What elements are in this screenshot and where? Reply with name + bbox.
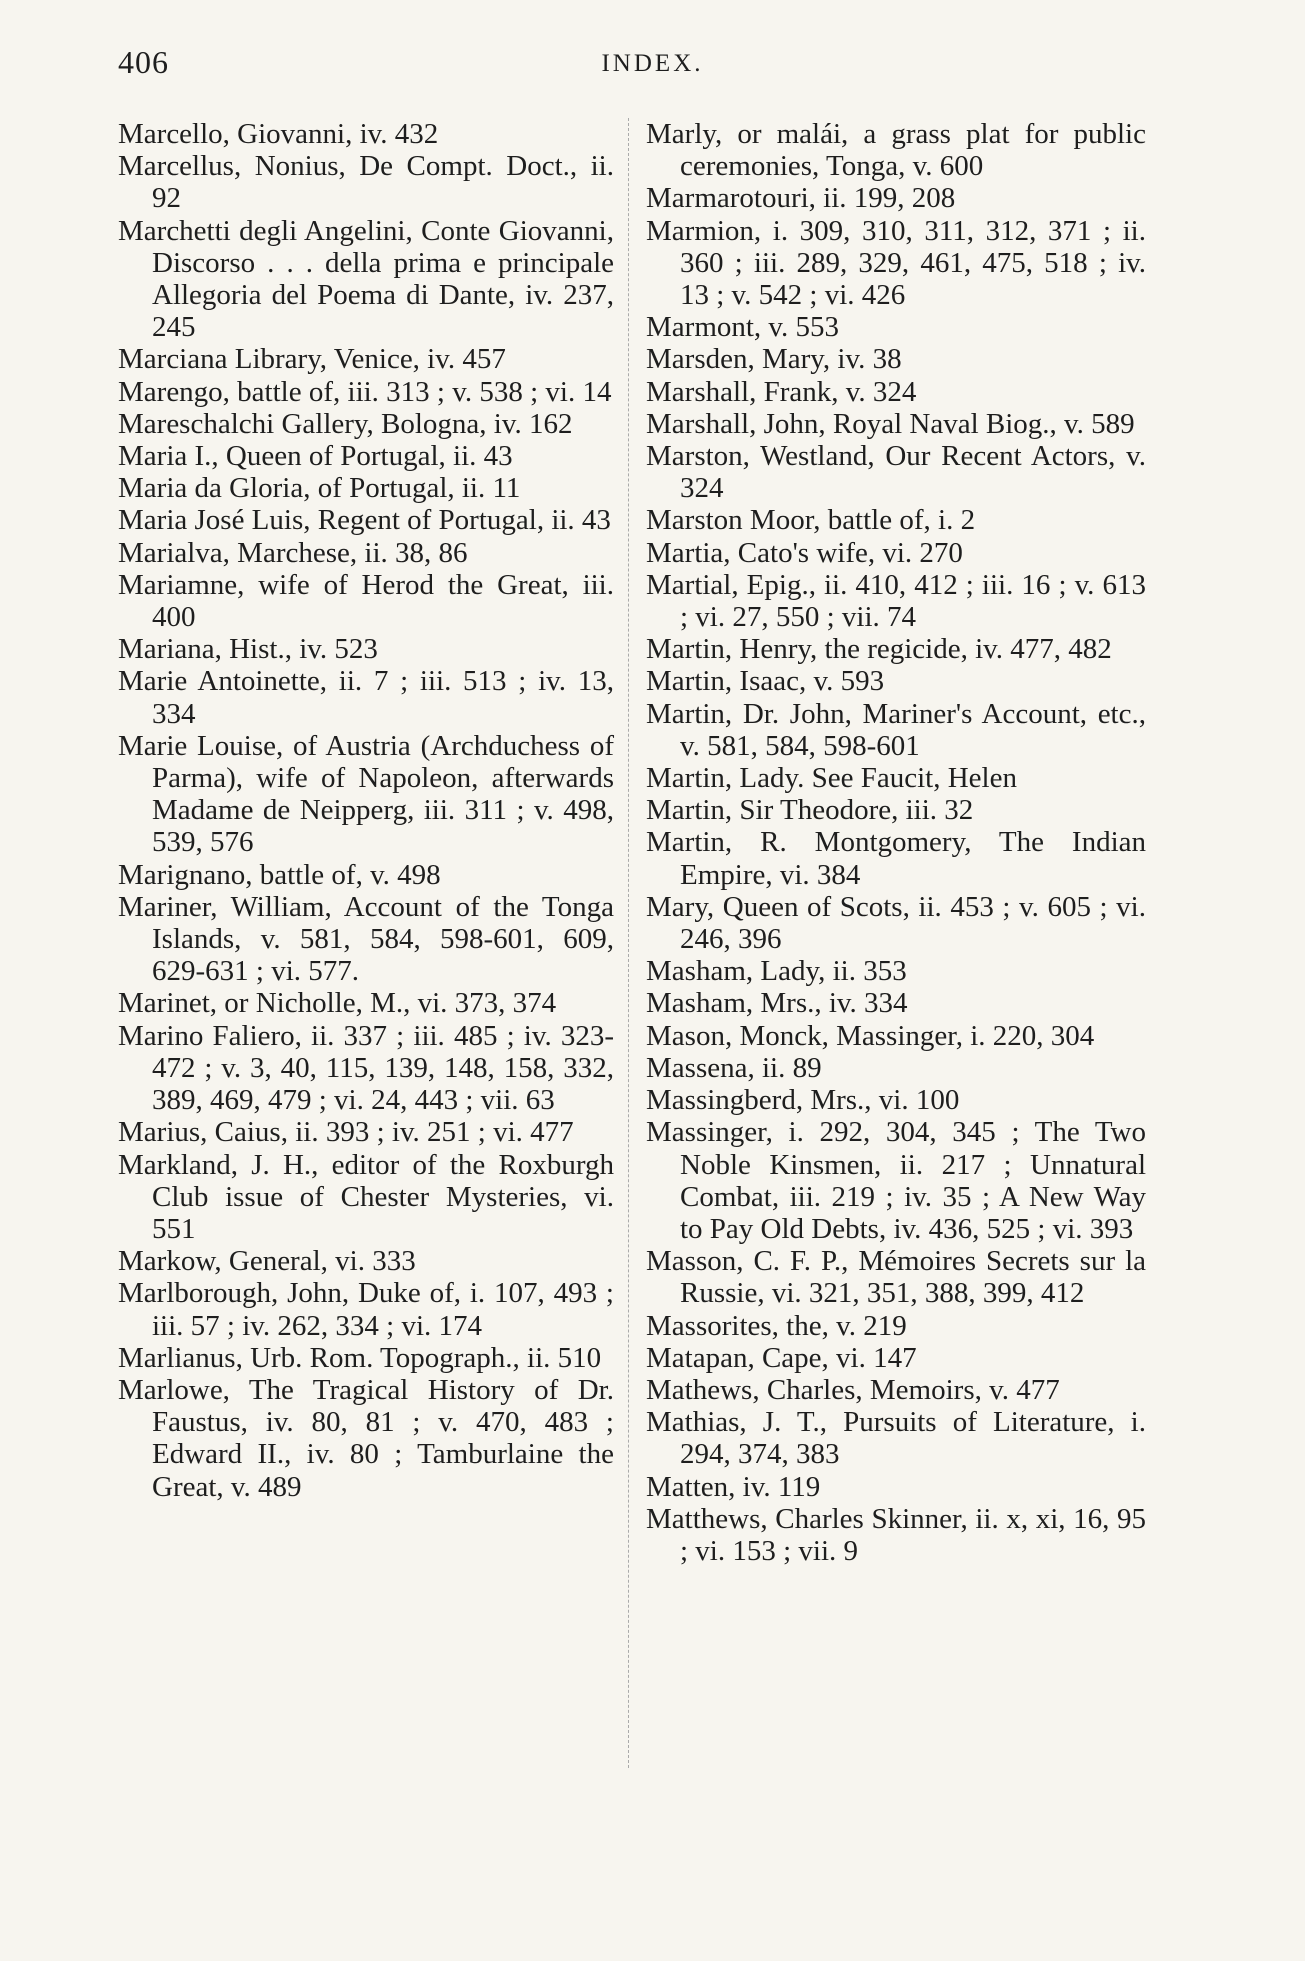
index-entry: Martin, Sir Theodore, iii. 32	[646, 794, 974, 827]
running-head: INDEX.	[601, 50, 704, 77]
index-entry: Marino Faliero, ii. 337 ; iii. 485 ; iv. 323-472 ; v. 3, 40, 115, 139, 148, 158, 332, 389, 469, 479 ; vi. 24, 443 ; vii. 63	[118, 1019, 614, 1117]
index-entry: Massingberd, Mrs., vi. 100	[646, 1084, 960, 1117]
index-entry: Masson, C. F. P., Mémoires Secrets sur la Russie, vi. 321, 351, 388, 399, 412	[646, 1245, 1146, 1310]
index-entry: Markland, J. H., editor of the Roxburgh Club issue of Chester Mysteries, vi. 551	[118, 1148, 614, 1245]
index-entry: Mariner, William, Account of the Tonga Islands, v. 581, 584, 598-601, 609, 629-631 ; vi. 577.	[118, 890, 614, 988]
index-entry: Marinet, or Nicholle, M., vi. 373, 374	[118, 987, 557, 1020]
index-entry: Mariamne, wife of Herod the Great, iii. 400	[118, 568, 614, 634]
index-entry: Maria da Gloria, of Portugal, ii. 11	[118, 472, 521, 505]
index-entry: Massena, ii. 89	[646, 1051, 822, 1084]
page-number: 406	[118, 44, 169, 80]
index-entry: Mason, Monck, Massinger, i. 220, 304	[646, 1019, 1095, 1052]
index-entry: Masham, Lady, ii. 353	[646, 955, 907, 988]
index-entry: Martin, R. Montgomery, The Indian Empire, vi. 384	[646, 826, 1146, 891]
index-column-left	[118, 118, 614, 1503]
index-entry: Marsden, Mary, iv. 38	[646, 343, 902, 376]
index-entry: Martin, Dr. John, Mariner's Account, etc., v. 581, 584, 598-601	[646, 697, 1146, 762]
index-entry: Mareschalchi Gallery, Bologna, iv. 162	[118, 407, 573, 440]
index-entry: Martin, Lady. See Faucit, Helen	[646, 762, 1017, 795]
index-entry: Mathias, J. T., Pursuits of Literature, i. 294, 374, 383	[646, 1406, 1146, 1471]
index-entry: Masham, Mrs., iv. 334	[646, 987, 908, 1020]
index-entry: Maria José Luis, Regent of Portugal, ii. 43	[118, 504, 611, 537]
index-entry: Marie Antoinette, ii. 7 ; iii. 513 ; iv. 13, 334	[118, 665, 614, 730]
index-entry: Marialva, Marchese, ii. 38, 86	[118, 536, 468, 569]
index-entry: Matapan, Cape, vi. 147	[646, 1341, 917, 1374]
index-entry: Massorites, the, v. 219	[646, 1309, 907, 1342]
index-entry: Maria I., Queen of Portugal, ii. 43	[118, 440, 513, 473]
index-entry: Marengo, battle of, iii. 313 ; v. 538 ; vi. 14	[118, 375, 612, 408]
index-entry: Mariana, Hist., iv. 523	[118, 633, 378, 666]
index-entry: Marie Louise, of Austria (Archduchess of Parma), wife of Napoleon, afterwards Madame de Neipperg, iii. 311 ; v. 498, 539, 576	[118, 729, 614, 859]
index-column-right	[646, 118, 1146, 1567]
index-entry: Marston Moor, battle of, i. 2	[646, 504, 976, 537]
index-entry: Marcellus, Nonius, De Compt. Doct., ii. 92	[118, 150, 614, 215]
index-entry: Massinger, i. 292, 304, 345 ; The Two Noble Kinsmen, ii. 217 ; Unnatural Combat, iii. 219 ; iv. 35 ; A New Way to Pay Old Debts, iv. 436, 525 ; vi. 393	[646, 1116, 1146, 1245]
index-entry: Marchetti degli Angelini, Conte Giovanni, Discorso . . . della prima e principale Allegoria del Poema di Dante, iv. 237, 245	[118, 214, 614, 344]
index-entry: Marly, or malái, a grass plat for public ceremonies, Tonga, v. 600	[646, 118, 1146, 183]
index-entry: Marignano, battle of, v. 498	[118, 858, 441, 891]
index-entry: Marius, Caius, ii. 393 ; iv. 251 ; vi. 477	[118, 1116, 574, 1149]
index-entry: Marshall, Frank, v. 324	[646, 375, 917, 408]
index-entry: Markow, General, vi. 333	[118, 1245, 416, 1278]
index-entry: Marlianus, Urb. Rom. Topograph., ii. 510	[118, 1341, 602, 1374]
index-entry: Marshall, John, Royal Naval Biog., v. 589	[646, 407, 1135, 440]
index-entry: Martin, Henry, the regicide, iv. 477, 482	[646, 633, 1112, 666]
index-entry: Marlowe, The Tragical History of Dr. Faustus, iv. 80, 81 ; v. 470, 483 ; Edward II., iv. 80 ; Tamburlaine the Great, v. 489	[118, 1373, 614, 1503]
index-entry: Martial, Epig., ii. 410, 412 ; iii. 16 ; v. 613 ; vi. 27, 550 ; vii. 74	[646, 568, 1146, 634]
index-entry: Marciana Library, Venice, iv. 457	[118, 343, 506, 376]
index-entry: Marmont, v. 553	[646, 311, 840, 344]
index-entry: Marcello, Giovanni, iv. 432	[118, 118, 439, 150]
index-entry: Marlborough, John, Duke of, i. 107, 493 ; iii. 57 ; iv. 262, 334 ; vi. 174	[118, 1277, 614, 1342]
index-entry: Marmarotouri, ii. 199, 208	[646, 182, 956, 215]
index-entry: Matthews, Charles Skinner, ii. x, xi, 16, 95 ; vi. 153 ; vii. 9	[646, 1502, 1146, 1567]
index-entry: Martin, Isaac, v. 593	[646, 665, 885, 698]
index-entry: Martia, Cato's wife, vi. 270	[646, 536, 963, 569]
index-entry: Mathews, Charles, Memoirs, v. 477	[646, 1373, 1060, 1406]
index-entry: Matten, iv. 119	[646, 1470, 821, 1503]
column-divider	[628, 118, 629, 1768]
index-entry: Marston, Westland, Our Recent Actors, v. 324	[646, 440, 1146, 505]
index-entry: Marmion, i. 309, 310, 311, 312, 371 ; ii. 360 ; iii. 289, 329, 461, 475, 518 ; iv. 13 ; v. 542 ; vi. 426	[646, 214, 1146, 312]
index-entry: Mary, Queen of Scots, ii. 453 ; v. 605 ; vi. 246, 396	[646, 890, 1146, 956]
